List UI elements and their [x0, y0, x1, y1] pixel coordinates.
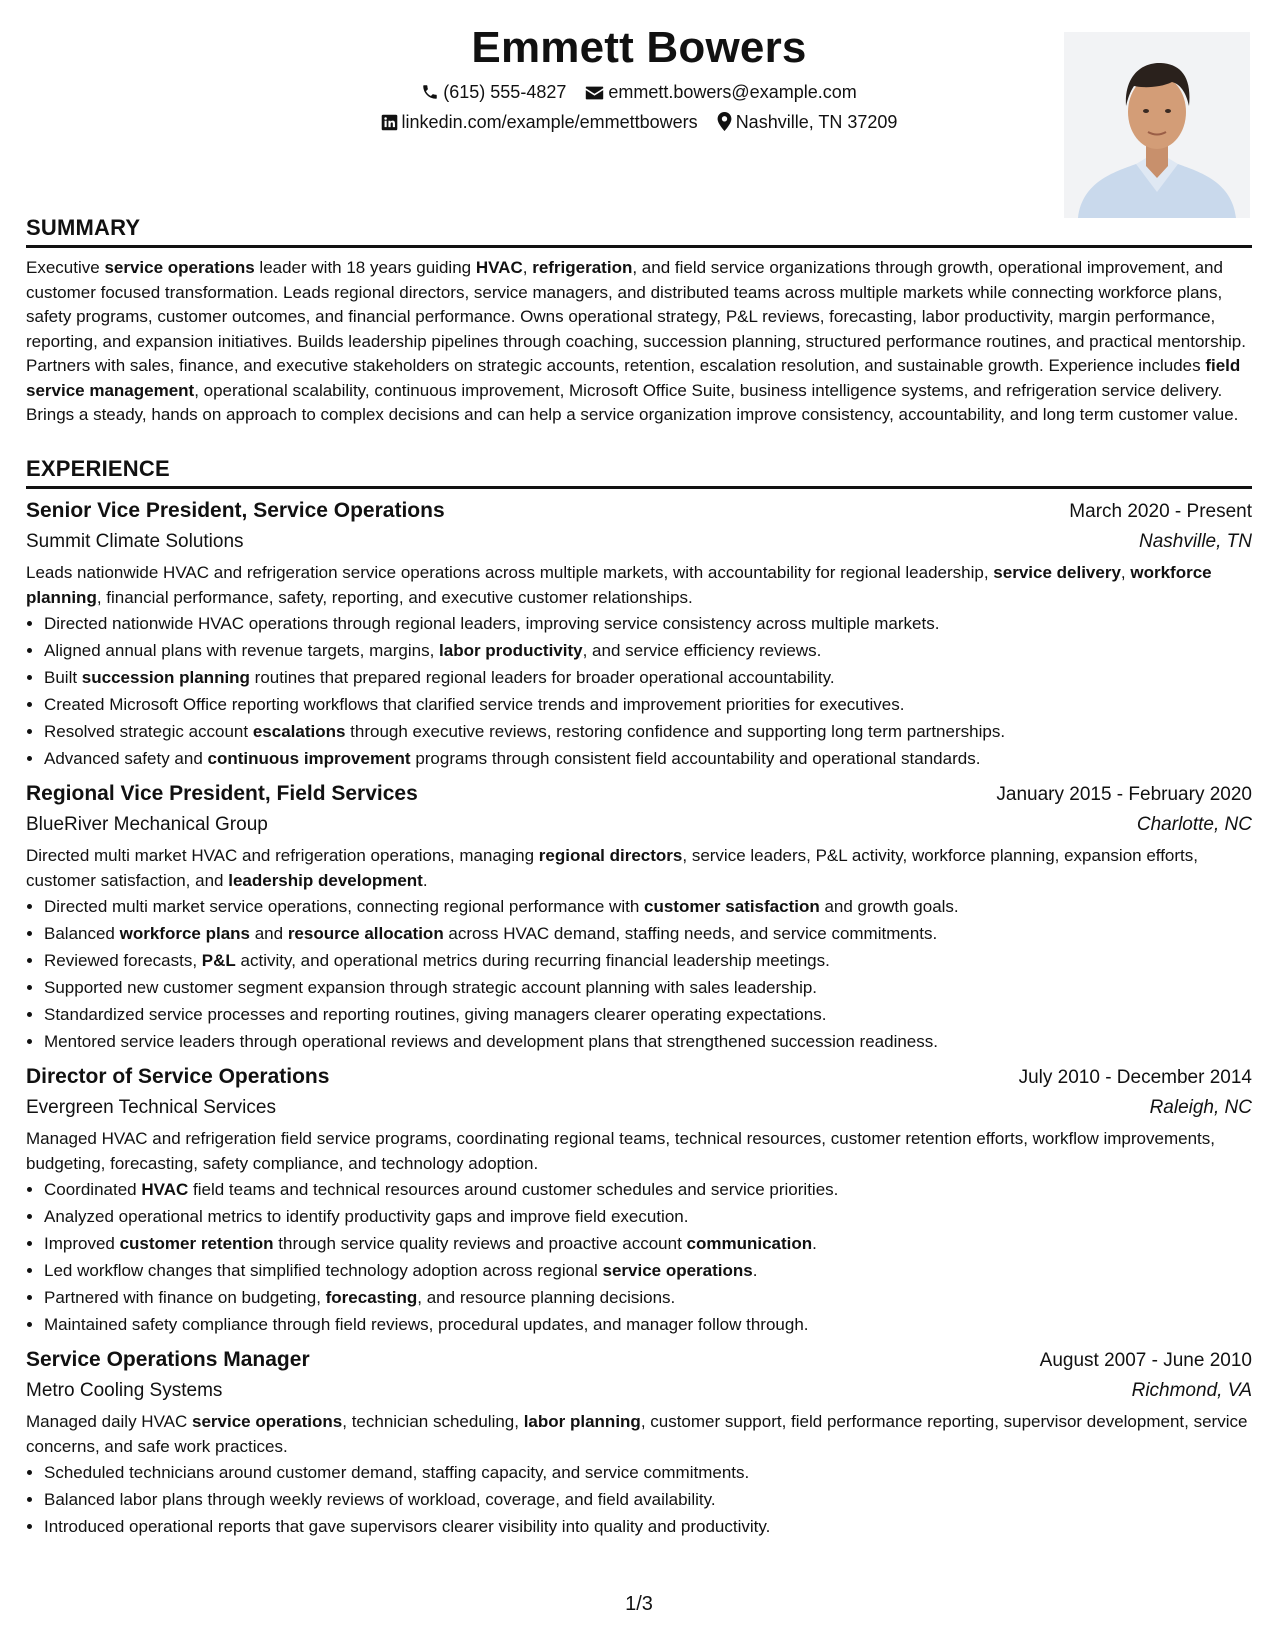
achievement-item [44, 664, 1252, 691]
job-title-row [26, 779, 1252, 810]
bold-keyword: workforce planning [26, 563, 1212, 607]
text-run: routines that prepared regional leaders for broader operational accountability. [249, 668, 835, 687]
text-run: Leads nationwide HVAC and refrigeration service operations across multiple markets, with accountability for regional leadership, [26, 563, 994, 582]
candidate-name: Emmett Bowers [471, 23, 807, 72]
achievement-item [44, 691, 1252, 718]
text-run: Maintained safety compliance through field reviews, procedural updates, and manager follow through. [44, 1315, 809, 1334]
job-description [26, 844, 1252, 893]
text-run: through service quality reviews and proactive account [273, 1234, 687, 1253]
job-location: Richmond, VA [1131, 1380, 1252, 1401]
text-run: and growth goals. [819, 897, 959, 916]
achievement-item [44, 1513, 1252, 1540]
job-title: Director of Service Operations [26, 1065, 330, 1088]
bold-keyword: HVAC [475, 258, 523, 277]
text-run: Standardized service processes and reporting routines, giving managers clearer operating expectations. [44, 1005, 827, 1024]
achievement-item [44, 1203, 1252, 1230]
text-run: . [752, 1261, 758, 1280]
bold-keyword: resource allocation [287, 924, 444, 943]
text-run: Aligned annual plans with revenue targets, margins, [44, 641, 440, 660]
text-run: Reviewed forecasts, [44, 951, 202, 970]
achievement-item [44, 893, 1252, 920]
text-run: across HVAC demand, staffing needs, and service commitments. [443, 924, 938, 943]
job-dates: March 2020 - Present [1069, 501, 1252, 522]
profile-photo [1064, 32, 1250, 218]
text-run: Managed HVAC and refrigeration field service programs, coordinating regional teams, technical resources, customer retention efforts, workflow improvements, budgeting, forecasting, safety compliance, and technology adoption. [26, 1129, 1215, 1173]
text-run: Built [44, 668, 82, 687]
phone-text: (615) 555-4827 [443, 82, 567, 102]
summary-heading: SUMMARY [26, 214, 1252, 248]
job-location: Nashville, TN [1139, 531, 1252, 552]
company-name: Summit Climate Solutions [26, 531, 244, 552]
achievement-list [26, 893, 1252, 1055]
text-run: Directed multi market service operations, connecting regional performance with [44, 897, 644, 916]
bold-keyword: forecasting [325, 1288, 418, 1307]
text-run: Directed nationwide HVAC operations through regional leaders, improving service consistency across multiple markets. [44, 614, 940, 633]
text-run: , and field service organizations through growth, operational improvement, and customer focused transformation. Leads regional directors, service managers, and distributed teams across multiple markets while connecting workforce plans, safety programs, customer outcomes, and financial performance. Owns operational strategy, P&L reviews, forecasting, labor productivity, margin performance, reporting, and expansion initiatives. Builds leadership pipelines through coaching, succession planning, structured performance routines, and practical mentorship. Partners with sales, finance, and executive stakeholders on strategic accounts, retention, escalation resolution, and sustainable growth. Experience includes [26, 258, 1246, 375]
bold-keyword: customer satisfaction [644, 897, 820, 916]
text-run: Created Microsoft Office reporting workflows that clarified service trends and improvement priorities for executives. [44, 695, 905, 714]
achievement-list [26, 1459, 1252, 1540]
job-company-row [26, 1376, 1252, 1406]
text-run: , and resource planning decisions. [417, 1288, 676, 1307]
achievement-item [44, 1028, 1252, 1055]
text-run: , operational scalability, continuous improvement, Microsoft Office Suite, business intelligence systems, and refrigeration service delivery. Brings a steady, hands on approach to complex decisions and can help a service organization improve consistency, accountability, and long term customer value. [26, 380, 1239, 424]
summary-text [26, 256, 1252, 428]
text-run: , customer support, field performance reporting, supervisor development, service concerns, and safe work practices. [26, 1412, 1248, 1456]
text-run: leader with 18 years guiding [254, 258, 476, 277]
experience-list [26, 496, 1252, 1540]
page-number: 1/3 [625, 1593, 653, 1615]
company-name: Evergreen Technical Services [26, 1097, 276, 1118]
bold-keyword: succession planning [81, 668, 250, 687]
resume-page [26, 0, 1252, 1650]
job-title: Service Operations Manager [26, 1348, 310, 1371]
bold-keyword: regional directors [538, 846, 683, 865]
text-run: Advanced safety and [44, 749, 208, 768]
bold-keyword: escalations [252, 722, 346, 741]
achievement-item [44, 974, 1252, 1001]
job-location: Raleigh, NC [1149, 1097, 1252, 1118]
text-run: Led workflow changes that simplified technology adoption across regional [44, 1261, 603, 1280]
text-run: Balanced labor plans through weekly reviews of workload, coverage, and field availability. [44, 1490, 716, 1509]
text-run: , [522, 258, 533, 277]
summary-section [26, 214, 1252, 428]
location-text: Nashville, TN 37209 [735, 112, 898, 132]
job-title: Senior Vice President, Service Operations [26, 499, 445, 522]
bold-keyword: workforce plans [119, 924, 250, 943]
bold-keyword: leadership development [228, 870, 423, 890]
text-run: through executive reviews, restoring confidence and supporting long term partnerships. [345, 722, 1006, 741]
text-run: Partnered with finance on budgeting, [44, 1288, 326, 1307]
achievement-item [44, 745, 1252, 772]
linkedin-icon [381, 114, 398, 131]
achievement-item [44, 1176, 1252, 1203]
achievement-item [44, 610, 1252, 637]
achievement-item [44, 1486, 1252, 1513]
job-title-row [26, 1062, 1252, 1093]
envelope-icon [585, 85, 604, 101]
achievement-list [26, 610, 1252, 772]
bold-keyword: HVAC [141, 1180, 189, 1199]
text-run: Improved [44, 1234, 120, 1253]
bold-keyword: P&L [201, 951, 236, 970]
text-run: Coordinated [44, 1180, 142, 1199]
text-run: Managed daily HVAC [26, 1412, 192, 1431]
text-run: Resolved strategic account [44, 722, 253, 741]
bold-keyword: labor planning [523, 1412, 641, 1431]
text-run: , and service efficiency reviews. [582, 641, 822, 660]
job-dates: July 2010 - December 2014 [1018, 1067, 1252, 1088]
job-title-row [26, 1345, 1252, 1376]
job-entry [26, 1345, 1252, 1540]
job-company-row [26, 1093, 1252, 1123]
map-pin-icon [717, 112, 732, 131]
bold-keyword: service operations [602, 1261, 753, 1280]
job-dates: August 2007 - June 2010 [1039, 1350, 1252, 1371]
location-item [717, 108, 898, 136]
experience-heading: EXPERIENCE [26, 455, 1252, 489]
job-title: Regional Vice President, Field Services [26, 782, 418, 805]
achievement-item [44, 1230, 1252, 1257]
company-name: Metro Cooling Systems [26, 1380, 223, 1401]
job-entry [26, 496, 1252, 772]
achievement-item [44, 920, 1252, 947]
text-run: programs through consistent field accountability and operational standards. [410, 749, 981, 768]
text-run: Supported new customer segment expansion through strategic account planning with sales leadership. [44, 978, 818, 997]
job-description [26, 561, 1252, 610]
achievement-item [44, 1459, 1252, 1486]
achievement-item [44, 1311, 1252, 1338]
linkedin-link[interactable]: linkedin.com/example/emmettbowers [401, 112, 698, 132]
text-run: , technician scheduling, [342, 1412, 524, 1431]
achievement-item [44, 718, 1252, 745]
text-run: field teams and technical resources around customer schedules and service priorities. [188, 1180, 839, 1199]
job-dates: January 2015 - February 2020 [996, 784, 1252, 805]
text-run: activity, and operational metrics during recurring financial leadership meetings. [235, 951, 830, 970]
text-run: , financial performance, safety, reporting, and executive customer relationships. [96, 587, 693, 607]
achievement-item [44, 1284, 1252, 1311]
achievement-item [44, 637, 1252, 664]
text-run: . [812, 1234, 817, 1253]
text-run: Executive [26, 258, 105, 277]
text-run: Balanced [44, 924, 120, 943]
portrait-illustration [1064, 32, 1250, 218]
text-run: Mentored service leaders through operational reviews and development plans that strengthened succession readiness. [44, 1032, 938, 1051]
job-entry [26, 1062, 1252, 1338]
bold-keyword: service operations [192, 1412, 343, 1431]
experience-section [26, 455, 1252, 1540]
text-run: , [1120, 563, 1131, 582]
job-description [26, 1410, 1252, 1459]
email-link[interactable]: emmett.bowers@example.com [608, 82, 857, 102]
bold-keyword: field service management [26, 356, 1241, 400]
text-run: Analyzed operational metrics to identify productivity gaps and improve field execution. [44, 1207, 689, 1226]
bold-keyword: continuous improvement [207, 749, 411, 768]
text-run: Introduced operational reports that gave supervisors clearer visibility into quality and productivity. [44, 1517, 771, 1536]
job-title-row [26, 496, 1252, 527]
bold-keyword: labor productivity [439, 641, 583, 660]
achievement-list [26, 1176, 1252, 1338]
text-run: , service leaders, P&L activity, workforce planning, expansion efforts, customer satisfaction, and [26, 846, 1198, 890]
text-run: Directed multi market HVAC and refrigeration operations, managing [26, 846, 539, 865]
job-company-row [26, 527, 1252, 557]
achievement-item [44, 1257, 1252, 1284]
text-run: . [422, 870, 428, 890]
bold-keyword: communication [686, 1234, 813, 1253]
bold-keyword: service operations [104, 258, 255, 277]
bold-keyword: service delivery [993, 563, 1121, 582]
achievement-item [44, 1001, 1252, 1028]
phone-icon [421, 83, 439, 101]
bold-keyword: refrigeration [532, 258, 633, 277]
bold-keyword: customer retention [119, 1234, 274, 1253]
job-description [26, 1127, 1252, 1176]
phone-item [421, 78, 566, 106]
text-run: and [250, 924, 288, 943]
job-company-row [26, 810, 1252, 840]
email-item[interactable] [585, 78, 856, 106]
company-name: BlueRiver Mechanical Group [26, 814, 268, 835]
achievement-item [44, 947, 1252, 974]
linkedin-item[interactable] [381, 108, 698, 136]
text-run: Scheduled technicians around customer demand, staffing capacity, and service commitments. [44, 1463, 750, 1482]
job-location: Charlotte, NC [1136, 814, 1252, 835]
job-entry [26, 779, 1252, 1055]
